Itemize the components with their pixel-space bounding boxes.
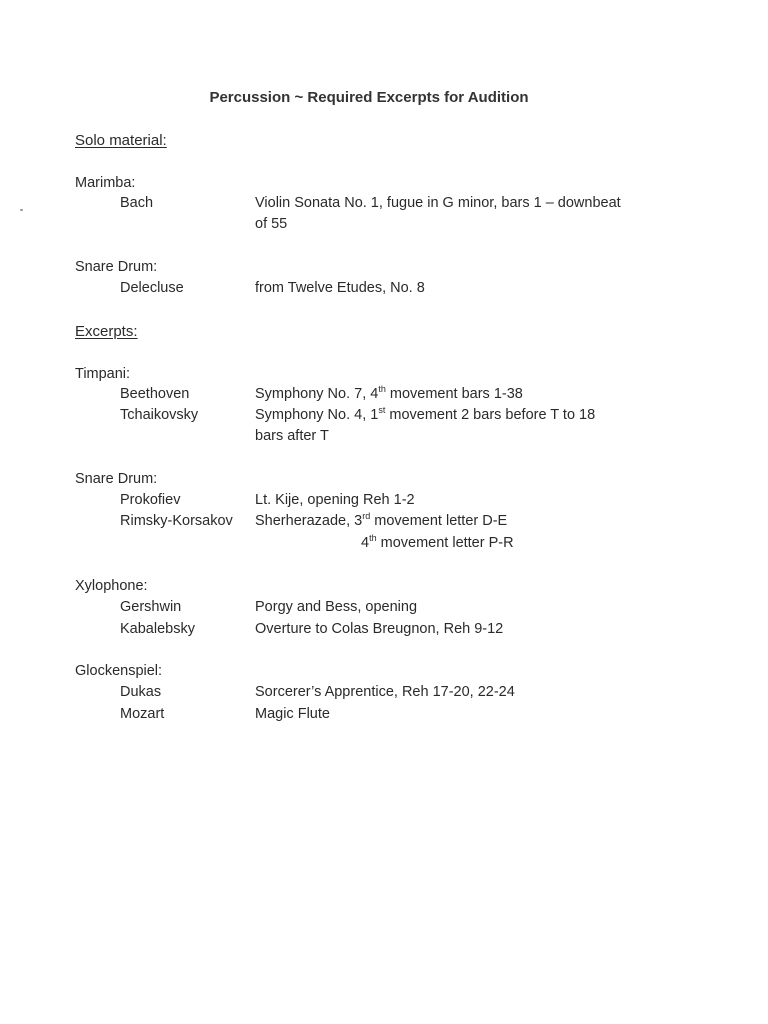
work-title: Sorcerer’s Apprentice, Reh 17-20, 22-24 [255, 684, 515, 700]
work-title: Overture to Colas Breugnon, Reh 9-12 [255, 621, 504, 637]
marimba-row-continued [0, 216, 768, 237]
snare-row-rimsky-korsakov-continued [0, 535, 768, 556]
xylophone-row-kabalebsky [0, 621, 768, 642]
composer-name: Tchaikovsky [120, 407, 199, 423]
work-title: Porgy and Bess, opening [255, 599, 418, 615]
glockenspiel-label: Glockenspiel: [75, 663, 163, 679]
snare-row-prokofiev [0, 492, 768, 513]
excerpts-heading: Excerpts: [75, 323, 138, 340]
composer-name: Prokofiev [120, 492, 181, 508]
timpani-row-tchaikovsky [0, 407, 768, 428]
xylophone-label: Xylophone: [75, 578, 148, 594]
composer-name: Beethoven [120, 386, 190, 402]
marimba-label: Marimba: [75, 175, 136, 191]
marimba-row [0, 195, 768, 216]
work-title: Magic Flute [255, 706, 330, 722]
composer-name: Kabalebsky [120, 621, 195, 637]
work-title: Symphony No. 7, 4th movement bars 1-38 [255, 384, 523, 402]
work-title: from Twelve Etudes, No. 8 [255, 280, 425, 296]
composer-name: Mozart [120, 706, 165, 722]
work-title: Sherherazade, 3rd movement letter D-E [255, 511, 508, 529]
glockenspiel-row-dukas [0, 684, 768, 705]
solo-snare-row [0, 280, 768, 301]
solo-snare-drum-label: Snare Drum: [75, 259, 158, 275]
timpani-label: Timpani: [75, 366, 131, 382]
composer-name: Gershwin [120, 599, 182, 615]
glockenspiel-row-mozart [0, 706, 768, 727]
work-title: Violin Sonata No. 1, fugue in G minor, bars 1 – downbeat [255, 195, 621, 211]
work-title-continued: of 55 [255, 216, 288, 232]
solo-material-heading: Solo material: [75, 132, 167, 149]
excerpts-snare-drum-label: Snare Drum: [75, 471, 158, 487]
work-title-continued: bars after T [255, 428, 329, 444]
timpani-row-beethoven [0, 386, 768, 407]
composer-name: Bach [120, 195, 154, 211]
xylophone-row-gershwin [0, 599, 768, 620]
composer-name: Delecluse [120, 280, 184, 296]
composer-name: Rimsky-Korsakov [120, 513, 233, 529]
work-title: Symphony No. 4, 1st movement 2 bars before T to 18 [255, 405, 596, 423]
page-title: Percussion ~ Required Excerpts for Audition [209, 89, 529, 106]
work-title-continued: 4th movement letter P-R [361, 533, 514, 551]
snare-row-rimsky-korsakov [0, 513, 768, 534]
composer-name: Dukas [120, 684, 162, 700]
timpani-row-tchaikovsky-continued [0, 428, 768, 449]
work-title: Lt. Kije, opening Reh 1-2 [255, 492, 415, 508]
